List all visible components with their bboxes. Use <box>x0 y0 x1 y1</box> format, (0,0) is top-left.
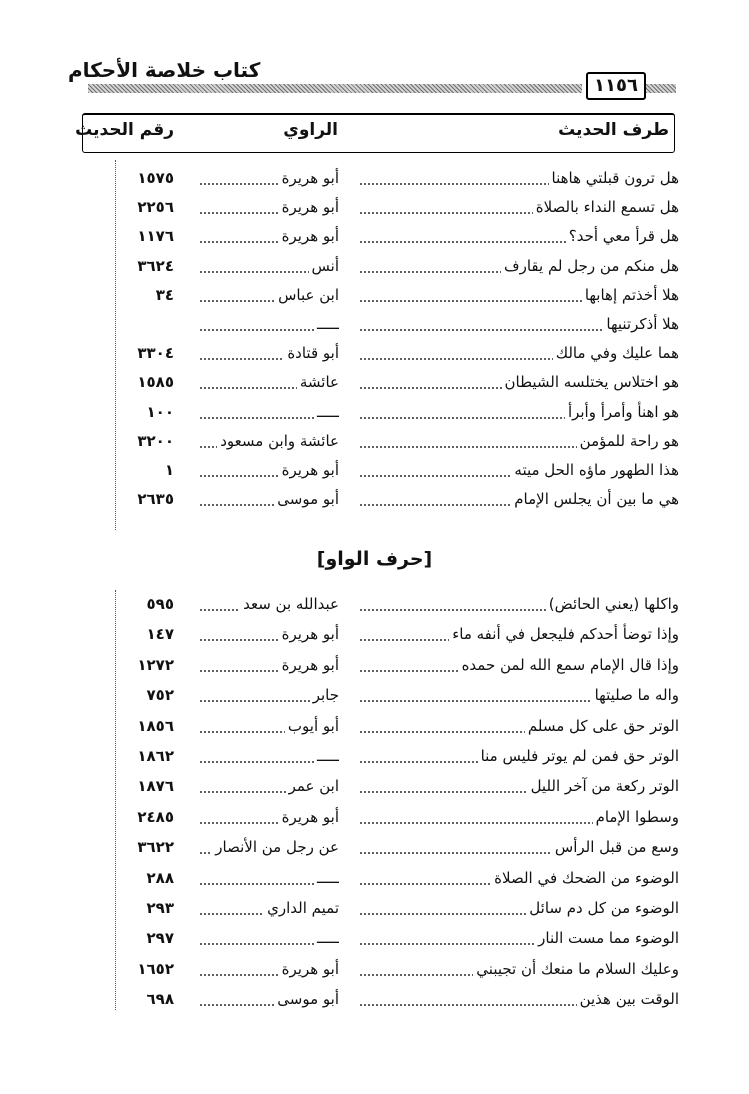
hadith-number: ٢٦٣٥ <box>137 490 174 509</box>
narrator-cell <box>199 988 339 1010</box>
table-row <box>0 927 749 949</box>
narrator-text: ـــــ <box>314 869 339 887</box>
hadith-cell <box>359 430 679 452</box>
hadith-text: هو اختلاس يختلسه الشيطان <box>502 373 680 391</box>
hadith-text: هي ما بين أن يجلس الإمام <box>511 490 679 508</box>
hadith-text: هما عليك وفي مالك <box>553 344 679 362</box>
hadith-number: ٥٩٥ <box>146 595 174 613</box>
hadith-cell <box>359 867 679 889</box>
hadith-text: هذا الطهور ماؤه الحل ميته <box>511 461 679 479</box>
narrator-cell <box>199 459 339 481</box>
hadith-cell <box>359 225 679 247</box>
narrator-text: عائشة وابن مسعود <box>217 432 339 450</box>
table-row <box>0 836 749 858</box>
hadith-number: ١٤٧ <box>146 625 174 644</box>
header-rule-left <box>88 84 582 93</box>
narrator-text: ابن عباس <box>275 286 339 304</box>
narrator-cell <box>199 488 339 510</box>
hadith-text: الوضوء من كل دم سائل <box>526 899 679 917</box>
table-row <box>0 313 749 335</box>
narrator-text: عائشة <box>297 373 339 391</box>
narrator-cell <box>199 806 339 828</box>
hadith-cell <box>359 684 679 706</box>
narrator-cell <box>199 167 339 189</box>
hadith-cell <box>359 806 679 828</box>
narrator-text: أبو هريرة <box>279 625 339 643</box>
table-row <box>0 401 749 423</box>
hadith-cell <box>359 313 679 335</box>
table-row <box>0 225 749 247</box>
narrator-cell <box>199 593 339 615</box>
narrator-cell <box>199 225 339 247</box>
table-row <box>0 958 749 980</box>
hadith-text: هل تسمع النداء بالصلاة <box>533 198 679 216</box>
hadith-cell <box>359 371 679 393</box>
table-row <box>0 342 749 364</box>
table-row <box>0 459 749 481</box>
hadith-text: الوتر حق على كل مسلم <box>525 717 679 735</box>
table-row <box>0 654 749 676</box>
book-title: كتاب خلاصة الأحكام <box>68 58 261 82</box>
narrator-text: ـــــ <box>314 747 339 765</box>
narrator-cell <box>199 371 339 393</box>
narrator-cell <box>199 897 339 919</box>
narrator-cell <box>199 430 339 452</box>
hadith-cell <box>359 897 679 919</box>
narrator-cell <box>199 654 339 676</box>
hadith-cell <box>359 167 679 189</box>
hadith-text: هل منكم من رجل لم يقارف <box>501 257 679 275</box>
hadith-number: ١٨٧٦ <box>137 777 174 796</box>
narrator-text: ـــــ <box>314 403 339 421</box>
narrator-text: أبو هريرة <box>279 656 339 674</box>
hadith-text: هلا أخذتم إهابها <box>582 286 679 304</box>
hadith-cell <box>359 836 679 858</box>
hadith-number: ١٨٥٦ <box>137 716 174 735</box>
hadith-text: الوضوء من الضحك في الصلاة <box>491 869 679 887</box>
page-number: ١١٥٦ <box>586 72 646 100</box>
hadith-cell <box>359 488 679 510</box>
narrator-cell <box>199 867 339 889</box>
hadith-text: وإذا توضأ أحدكم فليجعل في أنفه ماء <box>449 625 679 643</box>
narrator-cell <box>199 255 339 277</box>
hadith-text: الوتر حق فمن لم يوتر فليس منا <box>478 747 679 765</box>
table-row <box>0 593 749 615</box>
narrator-text: أبو هريرة <box>279 169 339 187</box>
narrator-cell <box>199 927 339 949</box>
narrator-text: أبو هريرة <box>279 808 339 826</box>
hadith-number: ٢٩٧ <box>146 929 174 948</box>
hadith-number: ١ <box>164 461 174 479</box>
hadith-cell <box>359 927 679 949</box>
narrator-text: ـــــ <box>314 929 339 947</box>
narrator-text: ابن عمر <box>286 777 339 795</box>
hadith-text: وعليك السلام ما منعك أن تجيبني <box>473 960 679 978</box>
table-row <box>0 167 749 189</box>
hadith-text: وسطوا الإمام <box>593 808 679 826</box>
narrator-text: عبدالله بن سعد <box>240 595 339 613</box>
narrator-text: ـــــ <box>314 315 339 333</box>
narrator-text: جابر <box>310 686 339 704</box>
hadith-number: ١٢٧٢ <box>137 655 174 674</box>
table-row <box>0 684 749 706</box>
table-row <box>0 488 749 510</box>
hadith-number: ٣٦٢٢ <box>137 838 174 857</box>
narrator-cell <box>199 401 339 423</box>
hadith-cell <box>359 745 679 767</box>
hadith-cell <box>359 775 679 797</box>
table-row <box>0 623 749 645</box>
hadith-number: ١٥٧٥ <box>137 169 174 187</box>
table-row <box>0 371 749 393</box>
hadith-text: الوقت بين هذين <box>577 990 679 1008</box>
hadith-cell <box>359 715 679 737</box>
table-row <box>0 897 749 919</box>
hadith-cell <box>359 623 679 645</box>
hadith-text: الوضوء مما مست النار <box>535 929 679 947</box>
hadith-text: هو اهنأ وأمرأ وأبرأ <box>565 403 679 421</box>
table-row <box>0 806 749 828</box>
hadith-cell <box>359 958 679 980</box>
hadith-cell <box>359 342 679 364</box>
narrator-cell <box>199 284 339 306</box>
hadith-number: ٢٩٣ <box>146 899 174 917</box>
table-row <box>0 284 749 306</box>
narrator-text: أبو أيوب <box>285 717 339 735</box>
hadith-number: ٣٣٠٤ <box>137 344 174 363</box>
narrator-text: أبو موسى <box>274 990 339 1008</box>
narrator-cell <box>199 684 339 706</box>
hadith-number: ٦٩٨ <box>146 990 174 1009</box>
narrator-text: أبو هريرة <box>279 227 339 245</box>
hadith-number: ٢٤٨٥ <box>137 807 174 826</box>
table-row <box>0 988 749 1010</box>
hadith-text: هو راحة للمؤمن <box>577 432 679 450</box>
hadith-number: ٣٢٠٠ <box>137 431 174 450</box>
hadith-text: وسع من قبل الرأس <box>552 838 679 856</box>
hadith-cell <box>359 284 679 306</box>
narrator-text: أبو هريرة <box>279 461 339 479</box>
hadith-text: واكلها (يعني الحائض) <box>546 595 679 613</box>
hadith-cell <box>359 401 679 423</box>
narrator-cell <box>199 623 339 645</box>
hadith-number: ١٨٦٢ <box>137 747 174 765</box>
hadith-cell <box>359 593 679 615</box>
hadith-number: ٧٥٢ <box>146 686 174 705</box>
hadith-number: ٢٢٥٦ <box>137 198 174 217</box>
hadith-number: ١٥٨٥ <box>137 373 174 392</box>
table-row <box>0 775 749 797</box>
narrator-text: تميم الداري <box>264 899 339 917</box>
hadith-text: وإذا قال الإمام سمع الله لمن حمده <box>459 656 679 674</box>
narrator-text: أبو هريرة <box>279 198 339 216</box>
header-rule-right <box>646 84 676 93</box>
hadith-number: ٢٨٨ <box>146 868 174 887</box>
hadith-cell <box>359 459 679 481</box>
hadith-text: هلا أذكرتنيها <box>603 315 679 333</box>
hadith-text: هل ترون قبلتي هاهنا <box>549 169 679 187</box>
hadith-cell <box>359 654 679 676</box>
table-row <box>0 715 749 737</box>
hadith-text: الوتر ركعة من آخر الليل <box>528 777 679 795</box>
table-row <box>0 867 749 889</box>
hadith-number: ١٠٠ <box>146 402 174 421</box>
narrator-text: أنس <box>309 257 339 275</box>
narrator-cell <box>199 775 339 797</box>
narrator-cell <box>199 342 339 364</box>
table-row <box>0 196 749 218</box>
column-header-number: رقم الحديث <box>75 120 174 140</box>
hadith-number: ١٦٥٢ <box>137 959 174 978</box>
table-row <box>0 255 749 277</box>
hadith-number: ١١٧٦ <box>137 227 174 246</box>
narrator-cell <box>199 715 339 737</box>
narrator-text: عن رجل من الأنصار <box>212 838 339 856</box>
table-row <box>0 430 749 452</box>
narrator-text: أبو موسى <box>274 490 339 508</box>
hadith-text: واله ما صليتها <box>592 686 679 704</box>
narrator-cell <box>199 836 339 858</box>
hadith-number: ٣٤ <box>155 285 174 304</box>
table-row <box>0 745 749 767</box>
narrator-cell <box>199 958 339 980</box>
hadith-cell <box>359 988 679 1010</box>
hadith-number: ٣٦٢٤ <box>137 256 174 275</box>
narrator-cell <box>199 745 339 767</box>
narrator-text: أبو هريرة <box>279 960 339 978</box>
column-header-hadith: طرف الحديث <box>558 120 669 140</box>
hadith-text: هل قرأ معي أحد؟ <box>566 227 679 245</box>
narrator-cell <box>199 196 339 218</box>
section-heading-waw: [حرف الواو] <box>316 548 433 570</box>
narrator-cell <box>199 313 339 335</box>
narrator-text: أبو قتادة <box>284 344 339 362</box>
hadith-cell <box>359 255 679 277</box>
column-header-narrator: الراوي <box>283 120 338 140</box>
hadith-cell <box>359 196 679 218</box>
